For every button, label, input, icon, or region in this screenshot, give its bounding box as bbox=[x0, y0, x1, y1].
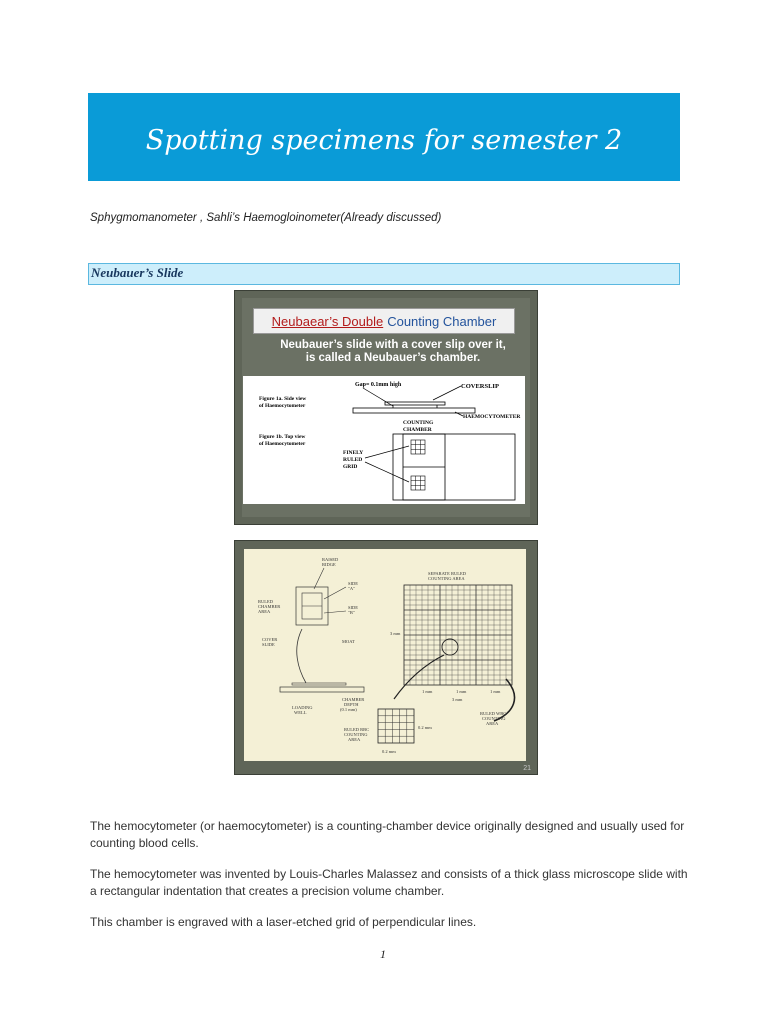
dim-1mm-label-c: 1 mm bbox=[490, 689, 501, 694]
ruled-rbc-label-3: AREA bbox=[348, 737, 361, 742]
counting-label-1: COUNTING bbox=[403, 420, 434, 426]
dim-02b-label: 0.2 mm bbox=[382, 749, 396, 754]
side-a-label-2: "A" bbox=[348, 586, 355, 591]
chamber-depth-label-1: CHAMBER bbox=[342, 697, 365, 702]
slide-1-diagram bbox=[243, 376, 525, 504]
grid-bottom-outline bbox=[411, 476, 425, 490]
dim-1mm-label-b: 1 mm bbox=[456, 689, 467, 694]
ruled-area-label-2: CHAMBER bbox=[258, 604, 281, 609]
ruled-arrow-top bbox=[365, 446, 409, 458]
dim-1mm-label-a: 1 mm bbox=[422, 689, 433, 694]
fig-b-label-2: of Haemocytometer bbox=[259, 441, 306, 447]
side-b-label-2: "B" bbox=[348, 610, 355, 615]
slide-side-view bbox=[280, 687, 364, 692]
slide-1-title-red: Neubaear’s Double bbox=[271, 313, 384, 329]
ruled-label-3: GRID bbox=[343, 464, 358, 470]
raised-ridge-label-2: RIDGE bbox=[322, 562, 336, 567]
loading-well-label-1: LOADING bbox=[292, 705, 313, 710]
page-title: Spotting specimens for semester 2 bbox=[145, 124, 623, 156]
cover-slide-label-1: COVER bbox=[262, 637, 278, 642]
paragraph-3: This chamber is engraved with a laser-etched grid of perpendicular lines. bbox=[90, 915, 477, 929]
page-number: 1 bbox=[380, 947, 386, 961]
chamber-diagram-svg bbox=[243, 376, 525, 504]
gap-arrow bbox=[363, 388, 393, 406]
haemocytometer-label: HAEMOCYTOMETER bbox=[463, 414, 521, 420]
chamber-depth-label-2: DEPTH bbox=[344, 702, 359, 707]
dim-02-label: 0.2 mm bbox=[418, 725, 432, 730]
grid-bottom bbox=[411, 476, 425, 490]
ruled-rbc-label-1: RULED RBC bbox=[344, 727, 370, 732]
counting-area-label-2: COUNTING AREA bbox=[428, 576, 465, 581]
grid-top bbox=[411, 440, 425, 454]
hemocytometer-grid-svg bbox=[244, 549, 526, 761]
moat-label: MOAT bbox=[342, 639, 355, 644]
slide-1-subtitle-line-1: Neubauer’s slide with a cover slip over it, bbox=[280, 339, 506, 351]
dim-3mm-label: 3 mm bbox=[390, 631, 401, 636]
raised-ridge-label-1: RAISED bbox=[322, 557, 339, 562]
ruled-wbc-label-2: COUNTING bbox=[482, 716, 506, 721]
ruled-wbc-label-1: RULED WBC bbox=[480, 711, 507, 716]
slide-hemocytometer-diagram bbox=[234, 540, 538, 775]
grid-top-outline bbox=[411, 440, 425, 454]
fig-a-label-1: Figure 1a. Side view bbox=[259, 396, 307, 402]
side-b-arrow bbox=[324, 611, 346, 613]
coverslip-label: COVERSLIP bbox=[461, 383, 499, 390]
ruled-rbc-label-2: COUNTING bbox=[344, 732, 368, 737]
dim-3mm-label-b: 3 mm bbox=[452, 697, 463, 702]
section-heading: Neubauer’s Slide bbox=[91, 265, 184, 280]
coverslip-side-view bbox=[385, 402, 445, 405]
curved-arrow-left bbox=[297, 629, 306, 683]
side-b-label-1: SIDE bbox=[348, 605, 358, 610]
counting-label-2: CHAMBER bbox=[403, 427, 432, 433]
ruled-label-1: FINELY bbox=[343, 450, 364, 456]
slide-1-subtitle-line-2: is called a Neubauer’s chamber. bbox=[305, 352, 481, 364]
coverslip-side-view bbox=[292, 683, 346, 685]
paragraph-2: The hemocytometer was invented by Louis-Charles Malassez and consists of a thick glass microscope slide with a rectangular indentation that creates a precision volume chamber. bbox=[90, 867, 688, 898]
slide-number: 21 bbox=[523, 765, 531, 772]
cover-slide-label-2: SLIDE bbox=[262, 642, 275, 647]
ruled-arrow-bottom bbox=[365, 462, 409, 482]
ruled-area-label-1: RULED bbox=[258, 599, 273, 604]
gap-label: Gap= 0.1mm high bbox=[355, 382, 402, 388]
slide-1-title bbox=[253, 308, 515, 334]
slide-2-background bbox=[244, 549, 526, 761]
slide-neubauer-chamber bbox=[234, 290, 538, 525]
intro-text: Sphygmomanometer , Sahli’s Haemogloinometer(Already discussed) bbox=[90, 212, 442, 224]
ruled-area-label-3: AREA bbox=[258, 609, 271, 614]
small-grid-outline bbox=[378, 709, 414, 743]
fig-b-label-1: Figure 1b. Top view bbox=[259, 434, 306, 440]
slide-side-view bbox=[353, 408, 475, 413]
side-a-label-1: SIDE bbox=[348, 581, 358, 586]
title-banner bbox=[88, 93, 680, 181]
fig-a-label-2: of Haemocytometer bbox=[259, 403, 306, 409]
section-heading-box bbox=[88, 263, 680, 285]
coverslip-arrow bbox=[433, 386, 461, 400]
small-grid-lines bbox=[378, 709, 414, 743]
side-a-arrow bbox=[324, 587, 346, 599]
chamber-depth-label-3: (0.1 mm) bbox=[340, 707, 357, 712]
ruled-label-2: RULED bbox=[343, 457, 363, 463]
ruled-wbc-label-3: AREA bbox=[486, 721, 499, 726]
loading-well-label-2: WELL bbox=[294, 710, 307, 715]
raised-ridge-arrow bbox=[314, 568, 324, 589]
paragraph-1: The hemocytometer (or haemocytometer) is a counting-chamber device originally designed and usually used for counting blood cells. bbox=[90, 819, 685, 850]
zoom-arrow bbox=[394, 655, 444, 699]
counting-area-label-1: SEPARATE RULED bbox=[428, 571, 466, 576]
slide-1-subtitle bbox=[265, 339, 521, 365]
magnify-circle bbox=[442, 639, 458, 655]
slide-1-title-blue: Counting Chamber bbox=[387, 313, 497, 329]
